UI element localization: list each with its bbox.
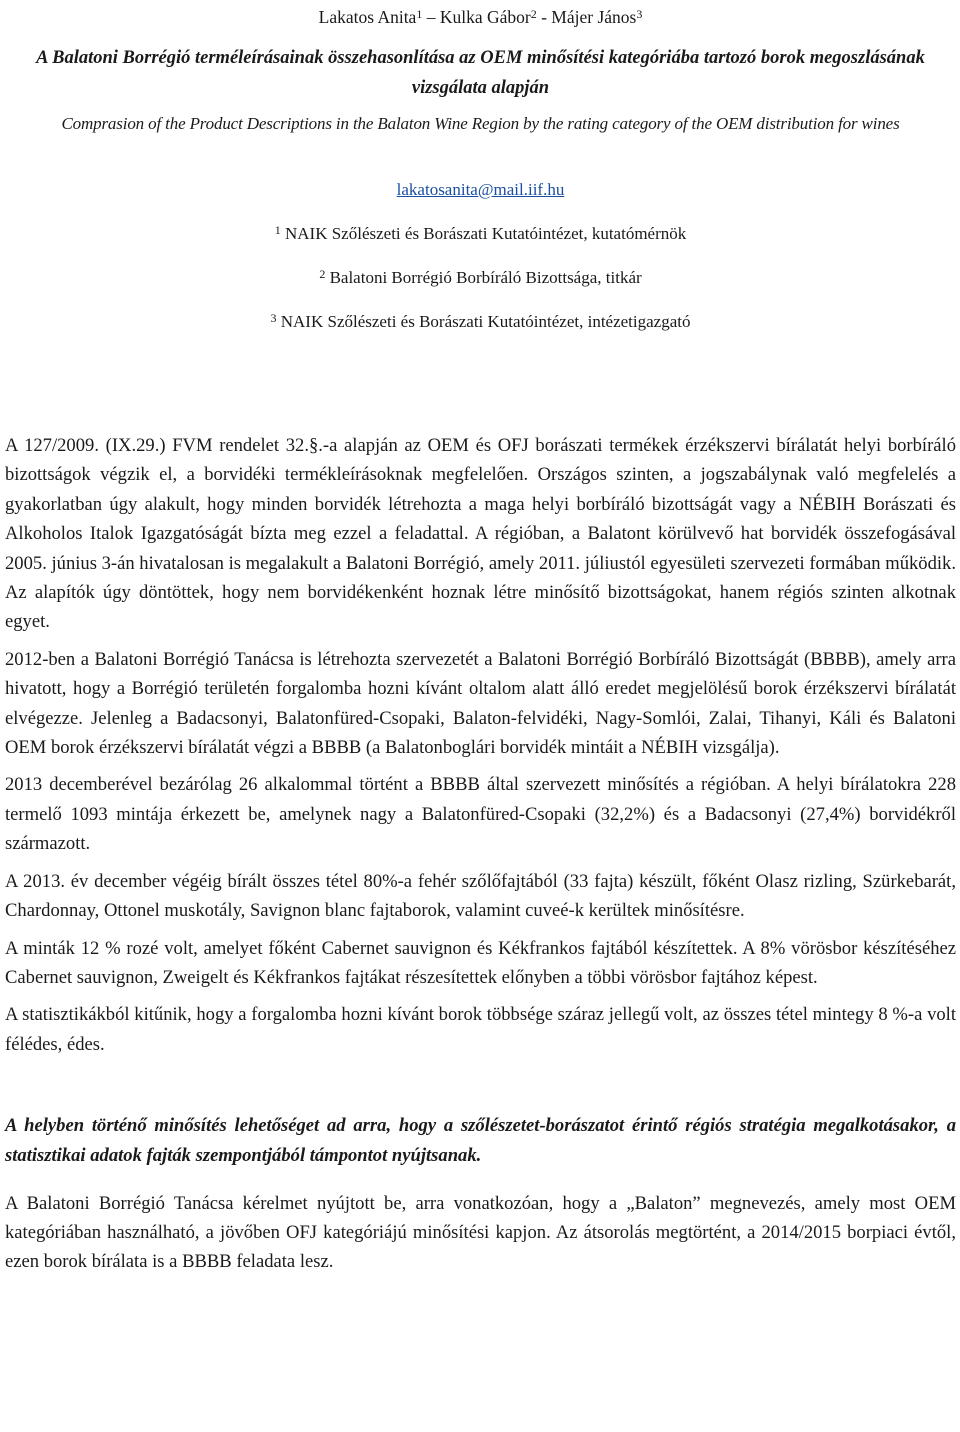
affiliation-3-text: NAIK Szőlészeti és Borászati Kutatóintézet, intézetigazgató <box>276 312 691 331</box>
affiliation-3 <box>5 306 956 334</box>
affiliation-1-text: NAIK Szőlészeti és Borászati Kutatóintézet, kutatómérnök <box>280 224 687 243</box>
affiliation-3-mark: 3 <box>270 311 277 325</box>
paragraph-4: A 2013. év december végéig bírált összes tétel 80%-a fehér szőlőfajtából (33 fajta) készült, főként Olasz rizling, Szürkebarát, Chardonnay, Ottonel muskotály, Savignon blanc fajtaborok, valamint cuveé-k kerültek minősítésre. <box>5 870 956 922</box>
affiliation-1 <box>5 218 956 246</box>
author-3-mark: 3 <box>636 7 643 21</box>
affiliation-1-mark: 1 <box>274 223 281 237</box>
paragraph-5: A minták 12 % rozé volt, amelyet főként Cabernet sauvignon és Kékfrankos fajtából készítettek. A 8% vörösbor készítéséhez Cabernet sauvignon, Zweigelt és Kékfrankos fajtákat részesítettek előnyben a többi vörösbor fajtához képest. <box>5 937 956 988</box>
author-1: Lakatos Anita <box>318 7 417 27</box>
paragraph-3: 2013 decemberével bezárólag 26 alkalommal történt a BBBB által szervezett minősítés a régióban. A helyi bírálatokra 228 termelő 1093 mintája érkezett be, amelynek nagy a Balatonfüred-Csopaki (32,2%) és a Badacsonyi (27,4%) borvidékről származott. <box>5 774 956 855</box>
affiliation-2 <box>5 262 956 290</box>
paragraph-2: 2012-ben a Balatoni Borrégió Tanácsa is létrehozta szervezetét a Balatoni Borrégió Borbíráló Bizottságát (BBBB), amely arra hivatott, hogy a Borrégió területén forgalomba hozni kívánt oltalom alatt álló eredet megjelölésű borok érzékszervi bírálatát elvégezze. Jelenleg a Badacsonyi, Balatonfüred-Csopaki, Balaton-felvidéki, Nagy-Somlói, Zalai, Tihanyi, Káli és Balatoni OEM borok érzékszervi bírálatát végzi a BBBB (a Balatonboglári borvidék mintáit a NÉBIH vizsgálja). <box>5 648 956 759</box>
affiliation-2-mark: 2 <box>319 267 326 281</box>
author-line <box>5 2 956 29</box>
emphasis-statement: A helyben történő minősítés lehetőséget ad arra, hogy a szőlészetet-borászatot érintő régiós stratégia megalkotásakor, a statisztikai adatok fajták szempontjából támpontot nyújtsanak. <box>5 1115 956 1166</box>
paragraph-final: A Balatoni Borrégió Tanácsa kérelmet nyújtott be, arra vonatkozóan, hogy a „Balaton” megnevezés, amely most OEM kategóriában használható, a jövőben OFJ kategóriájú minősítési kapjon. Az átsorolás megtörtént, a 2014/2015 borpiaci évtől, ezen borok bírálata is a BBBB feladata lesz. <box>5 1192 956 1273</box>
author-3: - Májer János <box>536 7 637 27</box>
contact-email <box>5 178 956 202</box>
document-page <box>5 0 956 1277</box>
author-1-mark: 1 <box>416 7 423 21</box>
paragraph-6: A statisztikákból kitűnik, hogy a forgalomba hozni kívánt borok többsége száraz jellegű volt, az összes tétel mintegy 8 %-a volt félédes, édes. <box>5 1004 956 1055</box>
email-link[interactable]: lakatosanita@mail.iif.hu <box>396 180 565 199</box>
paper-subtitle-english: Comprasion of the Product Descriptions in the Balaton Wine Region by the rating category of the OEM distribution for wines <box>61 114 900 133</box>
author-2: – Kulka Gábor <box>422 7 531 27</box>
author-2-mark: 2 <box>530 7 537 21</box>
paper-title: A Balatoni Borrégió terméleírásainak összehasonlítása az OEM minősítési kategóriába tartozó borok megoszlásának vizsgálata alapján <box>36 48 925 98</box>
affiliation-2-text: Balatoni Borrégió Borbíráló Bizottsága, titkár <box>325 268 642 287</box>
paragraph-1: A 127/2009. (IX.29.) FVM rendelet 32.§.-a alapján az OEM és OFJ borászati termékek érzékszervi bírálatát helyi borbíráló bizottságok végzik el, a borvidéki termékleírásoknak megfelelően. Országos szinten, a jogszabálynak való megfelelés a gyakorlatban úgy alakult, hogy minden borvidék létrehozta a maga helyi borbíráló bizottságát vagy a NÉBIH Borászati és Alkoholos Italok Igazgatóságát bízta meg ezzel a feladattal. A régióban, a Balatont körülvevő hat borvidék összefogásával 2005. június 3-án hivatalosan is megalakult a Balatoni Borrégió, amely 2011. júliustól egyesületi szervezeti formában működik. Az alapítók úgy döntöttek, hogy nem borvidékenként hoznak létre minősítő bizottságokat, hanem régiós szinten alkotnak egyet. <box>5 435 956 633</box>
